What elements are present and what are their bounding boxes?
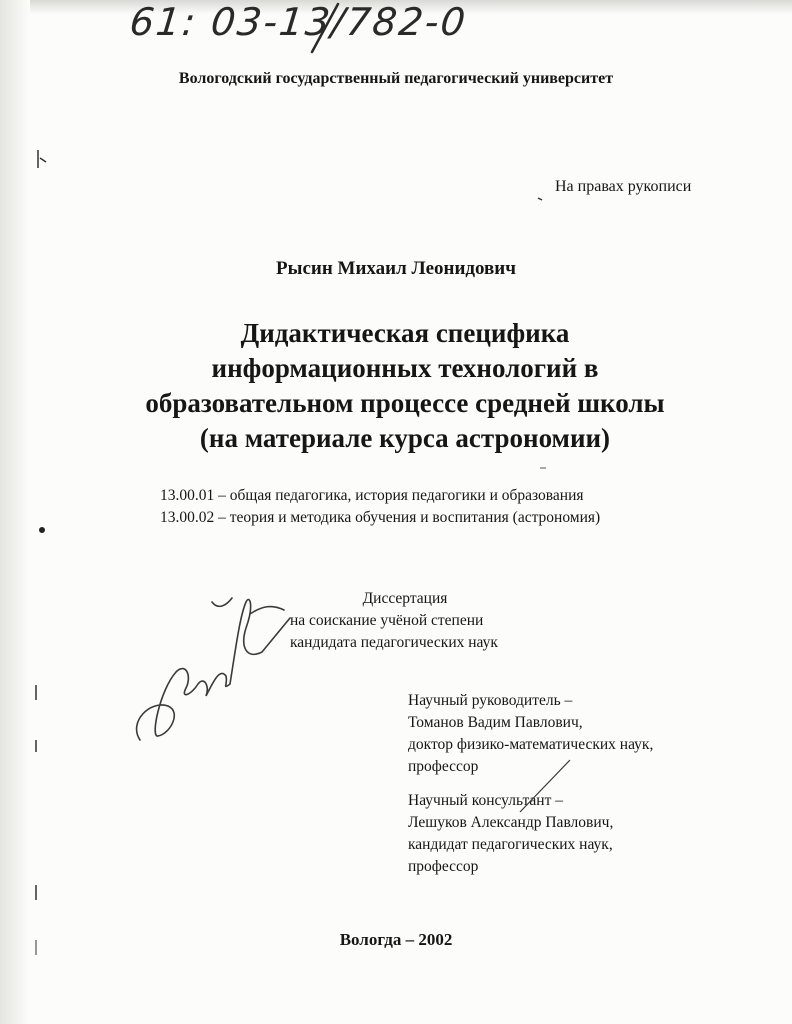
supervisor-role: Научный руководитель – <box>408 692 573 709</box>
dissertation-title <box>0 316 792 456</box>
supervisor-name: Томанов Вадим Павлович, <box>408 714 583 731</box>
supervisor-title: профессор <box>408 758 479 775</box>
title-line: Дидактическая специфика <box>240 318 570 348</box>
signature-mark <box>137 598 290 740</box>
scan-dot <box>39 527 45 533</box>
consultant-name: Лешуков Александр Павлович, <box>408 814 614 831</box>
author-name: Рысин Михаил Леонидович <box>276 258 516 279</box>
scan-left-edge <box>0 0 30 1024</box>
city-year: Вологда – 2002 <box>339 930 453 949</box>
title-line: информационных технологий в <box>211 353 599 383</box>
thesis-line: кандидата педагогических наук <box>290 634 498 651</box>
supervisor-degree: доктор физико-математических наук, <box>408 736 654 753</box>
title-line: (на материале курса астрономии) <box>199 423 611 453</box>
scan-tick <box>38 150 46 168</box>
consultant-block <box>408 790 613 878</box>
supervisor-block <box>408 690 653 778</box>
thesis-line: на соискание учёной степени <box>290 612 484 629</box>
thesis-line: Диссертация <box>362 590 448 607</box>
title-line: образовательном процессе средней школы <box>145 388 665 418</box>
scan-tick <box>538 198 542 200</box>
catalog-number: 61: 03-13/782-0 <box>127 0 470 44</box>
consultant-role: Научный консультант – <box>408 792 563 809</box>
specialty-code: 13.00.02 – теория и методика обучения и воспитания (астрономия) <box>160 509 601 526</box>
manuscript-note: На правах рукописи <box>555 178 692 195</box>
consultant-title: профессор <box>408 858 479 875</box>
university-name: Вологодский государственный педагогический университет <box>178 70 614 87</box>
consultant-degree: кандидат педагогических наук, <box>408 836 613 853</box>
specialty-code: 13.00.01 – общая педагогика, история педагогики и образования <box>160 487 584 504</box>
thesis-designation <box>290 588 630 654</box>
